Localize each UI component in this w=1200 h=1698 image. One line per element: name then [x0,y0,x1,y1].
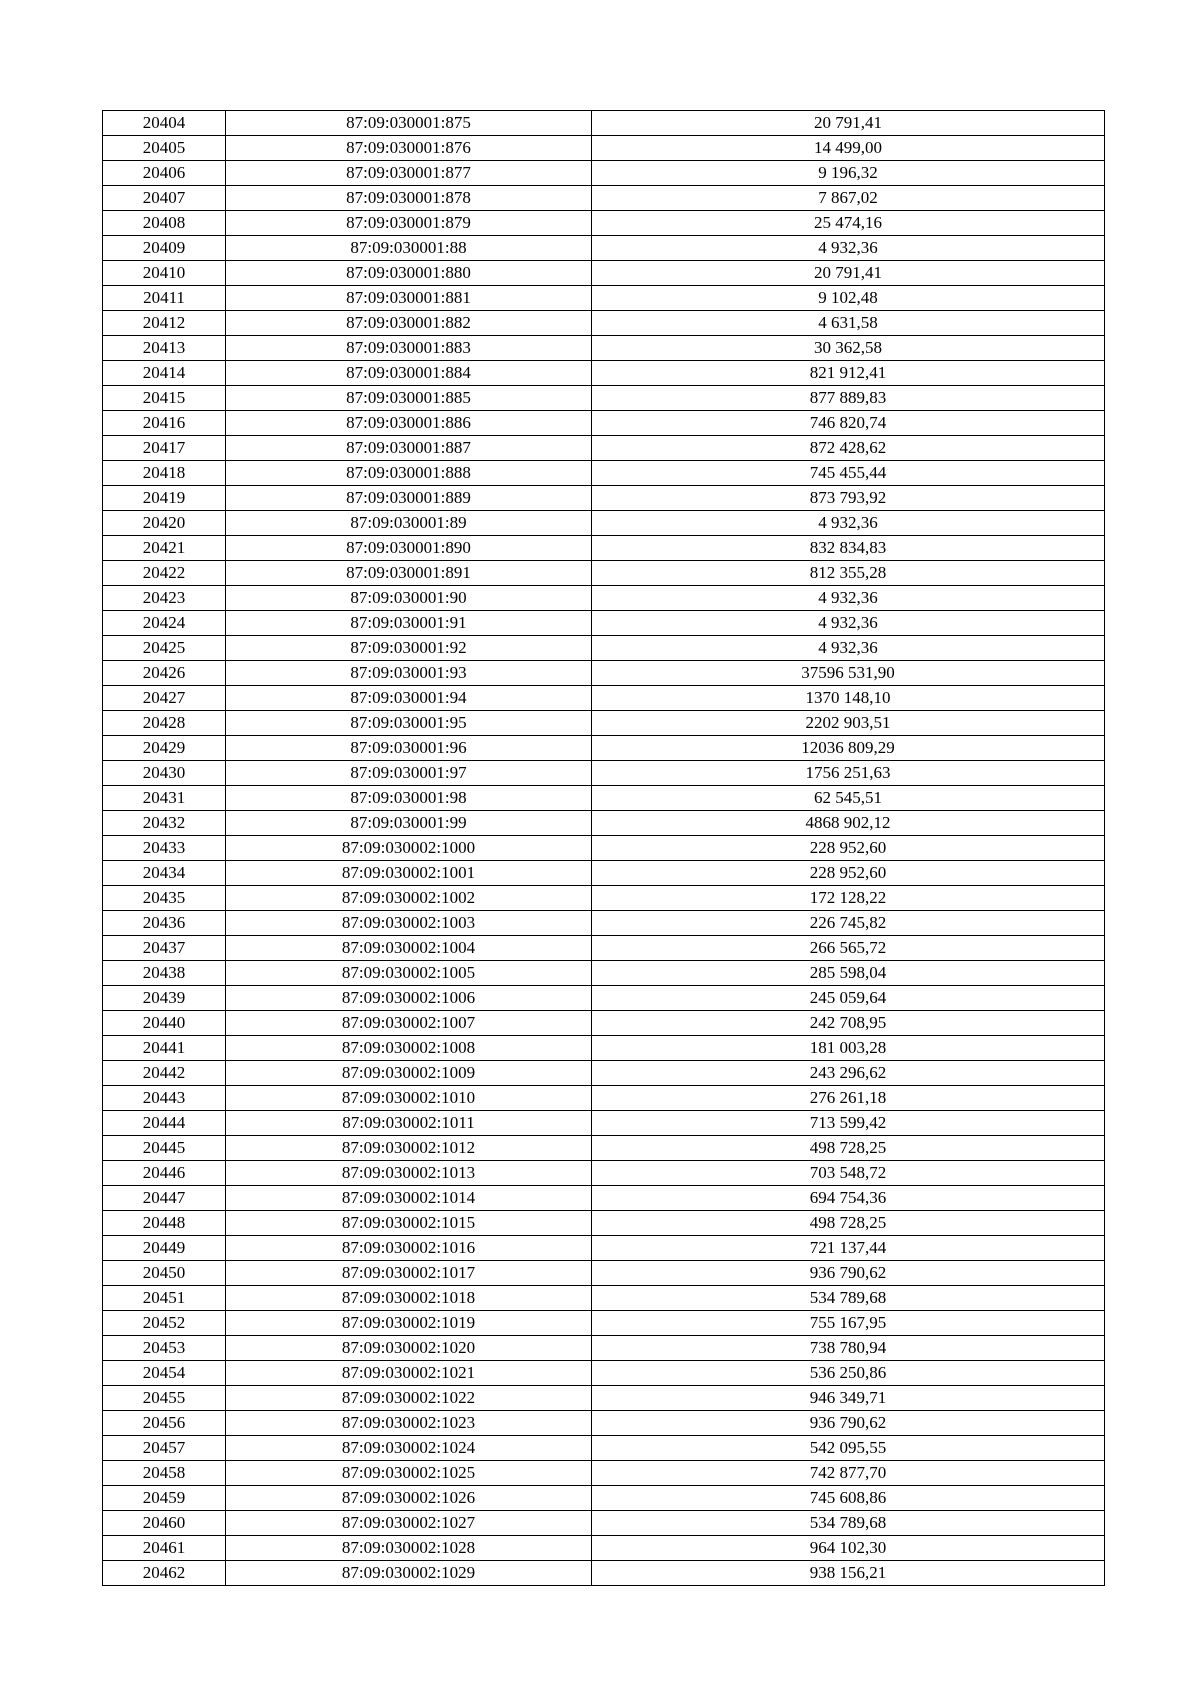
cadastral-number-cell: 87:09:030002:1007 [226,1011,592,1036]
cadastral-value-cell: 4 932,36 [592,586,1105,611]
table-row [103,1286,1105,1311]
row-number-cell: 20443 [103,1086,226,1111]
cadastral-number-cell: 87:09:030001:888 [226,461,592,486]
table-row [103,1386,1105,1411]
table-row [103,186,1105,211]
table-row [103,1536,1105,1561]
row-number-cell: 20448 [103,1211,226,1236]
row-number-cell: 20440 [103,1011,226,1036]
cadastral-number-cell: 87:09:030001:889 [226,486,592,511]
cadastral-number-cell: 87:09:030002:1027 [226,1511,592,1536]
table-row [103,936,1105,961]
cadastral-value-cell: 228 952,60 [592,836,1105,861]
row-number-cell: 20414 [103,361,226,386]
cadastral-value-cell: 9 196,32 [592,161,1105,186]
cadastral-value-cell: 873 793,92 [592,486,1105,511]
cadastral-number-cell: 87:09:030002:1020 [226,1336,592,1361]
cadastral-value-cell: 37596 531,90 [592,661,1105,686]
cadastral-number-cell: 87:09:030001:878 [226,186,592,211]
row-number-cell: 20412 [103,311,226,336]
cadastral-number-cell: 87:09:030002:1000 [226,836,592,861]
cadastral-number-cell: 87:09:030001:891 [226,561,592,586]
row-number-cell: 20431 [103,786,226,811]
row-number-cell: 20415 [103,386,226,411]
cadastral-number-cell: 87:09:030002:1003 [226,911,592,936]
row-number-cell: 20426 [103,661,226,686]
row-number-cell: 20455 [103,1386,226,1411]
cadastral-number-cell: 87:09:030002:1012 [226,1136,592,1161]
cadastral-number-cell: 87:09:030001:882 [226,311,592,336]
row-number-cell: 20434 [103,861,226,886]
row-number-cell: 20423 [103,586,226,611]
cadastral-value-cell: 745 608,86 [592,1486,1105,1511]
cadastral-value-cell: 821 912,41 [592,361,1105,386]
row-number-cell: 20422 [103,561,226,586]
row-number-cell: 20413 [103,336,226,361]
cadastral-value-cell: 226 745,82 [592,911,1105,936]
table-row [103,1011,1105,1036]
table-row [103,386,1105,411]
table-row [103,1411,1105,1436]
table-row [103,461,1105,486]
table-row [103,261,1105,286]
row-number-cell: 20428 [103,711,226,736]
cadastral-number-cell: 87:09:030002:1014 [226,1186,592,1211]
cadastral-value-cell: 534 789,68 [592,1511,1105,1536]
row-number-cell: 20404 [103,111,226,136]
row-number-cell: 20456 [103,1411,226,1436]
cadastral-number-cell: 87:09:030002:1018 [226,1286,592,1311]
row-number-cell: 20432 [103,811,226,836]
table-row [103,1186,1105,1211]
cadastral-number-cell: 87:09:030002:1029 [226,1561,592,1586]
row-number-cell: 20458 [103,1461,226,1486]
row-number-cell: 20427 [103,686,226,711]
cadastral-value-cell: 498 728,25 [592,1211,1105,1236]
row-number-cell: 20454 [103,1361,226,1386]
row-number-cell: 20438 [103,961,226,986]
cadastral-number-cell: 87:09:030001:875 [226,111,592,136]
table-row [103,1561,1105,1586]
cadastral-value-cell: 536 250,86 [592,1361,1105,1386]
row-number-cell: 20462 [103,1561,226,1586]
table-row [103,986,1105,1011]
row-number-cell: 20436 [103,911,226,936]
table-row [103,1236,1105,1261]
table-row [103,1261,1105,1286]
table-row [103,286,1105,311]
row-number-cell: 20416 [103,411,226,436]
cadastral-number-cell: 87:09:030002:1008 [226,1036,592,1061]
table-row [103,536,1105,561]
table-row [103,586,1105,611]
row-number-cell: 20429 [103,736,226,761]
row-number-cell: 20433 [103,836,226,861]
cadastral-number-cell: 87:09:030001:95 [226,711,592,736]
table-row [103,236,1105,261]
cadastral-value-cell: 4 932,36 [592,611,1105,636]
cadastral-value-cell: 245 059,64 [592,986,1105,1011]
cadastral-number-cell: 87:09:030002:1011 [226,1111,592,1136]
table-row [103,361,1105,386]
row-number-cell: 20435 [103,886,226,911]
row-number-cell: 20410 [103,261,226,286]
cadastral-number-cell: 87:09:030001:877 [226,161,592,186]
cadastral-number-cell: 87:09:030001:884 [226,361,592,386]
table-row [103,1036,1105,1061]
cadastral-value-cell: 2202 903,51 [592,711,1105,736]
table-row [103,636,1105,661]
row-number-cell: 20405 [103,136,226,161]
cadastral-number-cell: 87:09:030001:885 [226,386,592,411]
cadastral-number-cell: 87:09:030002:1021 [226,1361,592,1386]
cadastral-number-cell: 87:09:030001:883 [226,336,592,361]
cadastral-value-cell: 4868 902,12 [592,811,1105,836]
cadastral-number-cell: 87:09:030001:96 [226,736,592,761]
cadastral-number-cell: 87:09:030002:1019 [226,1311,592,1336]
cadastral-number-cell: 87:09:030002:1028 [226,1536,592,1561]
row-number-cell: 20441 [103,1036,226,1061]
row-number-cell: 20421 [103,536,226,561]
cadastral-number-cell: 87:09:030002:1025 [226,1461,592,1486]
table-row [103,1111,1105,1136]
table-row [103,1511,1105,1536]
cadastral-value-cell: 721 137,44 [592,1236,1105,1261]
cadastral-value-cell: 12036 809,29 [592,736,1105,761]
cadastral-value-cell: 877 889,83 [592,386,1105,411]
cadastral-value-cell: 755 167,95 [592,1311,1105,1336]
cadastral-value-cell: 713 599,42 [592,1111,1105,1136]
table-row [103,336,1105,361]
table-row [103,886,1105,911]
cadastral-value-cell: 285 598,04 [592,961,1105,986]
row-number-cell: 20430 [103,761,226,786]
row-number-cell: 20452 [103,1311,226,1336]
cadastral-value-cell: 4 932,36 [592,636,1105,661]
cadastral-number-cell: 87:09:030001:90 [226,586,592,611]
row-number-cell: 20442 [103,1061,226,1086]
row-number-cell: 20439 [103,986,226,1011]
cadastral-value-cell: 498 728,25 [592,1136,1105,1161]
row-number-cell: 20451 [103,1286,226,1311]
row-number-cell: 20445 [103,1136,226,1161]
cadastral-value-cell: 742 877,70 [592,1461,1105,1486]
table-row [103,1161,1105,1186]
cadastral-value-cell: 872 428,62 [592,436,1105,461]
cadastral-number-cell: 87:09:030001:881 [226,286,592,311]
cadastral-number-cell: 87:09:030001:880 [226,261,592,286]
cadastral-value-cell: 62 545,51 [592,786,1105,811]
cadastral-value-cell: 812 355,28 [592,561,1105,586]
cadastral-value-cell: 228 952,60 [592,861,1105,886]
table-row [103,211,1105,236]
row-number-cell: 20457 [103,1436,226,1461]
cadastral-number-cell: 87:09:030002:1016 [226,1236,592,1261]
cadastral-number-cell: 87:09:030001:887 [226,436,592,461]
cadastral-number-cell: 87:09:030002:1009 [226,1061,592,1086]
row-number-cell: 20407 [103,186,226,211]
cadastral-value-cell: 936 790,62 [592,1261,1105,1286]
row-number-cell: 20447 [103,1186,226,1211]
cadastral-number-cell: 87:09:030001:92 [226,636,592,661]
cadastral-value-cell: 542 095,55 [592,1436,1105,1461]
table-row [103,1311,1105,1336]
cadastral-value-cell: 20 791,41 [592,111,1105,136]
table-row [103,761,1105,786]
table-row [103,686,1105,711]
table-row [103,811,1105,836]
row-number-cell: 20419 [103,486,226,511]
cadastral-number-cell: 87:09:030002:1010 [226,1086,592,1111]
table-row [103,861,1105,886]
cadastral-value-cell: 738 780,94 [592,1336,1105,1361]
table-row [103,1361,1105,1386]
row-number-cell: 20459 [103,1486,226,1511]
table-row [103,1336,1105,1361]
row-number-cell: 20406 [103,161,226,186]
cadastral-number-cell: 87:09:030001:890 [226,536,592,561]
cadastral-value-cell: 694 754,36 [592,1186,1105,1211]
row-number-cell: 20424 [103,611,226,636]
cadastral-number-cell: 87:09:030001:94 [226,686,592,711]
table-row [103,1461,1105,1486]
cadastral-value-cell: 266 565,72 [592,936,1105,961]
row-number-cell: 20450 [103,1261,226,1286]
row-number-cell: 20420 [103,511,226,536]
row-number-cell: 20449 [103,1236,226,1261]
cadastral-value-cell: 4 932,36 [592,236,1105,261]
cadastral-value-cell: 1756 251,63 [592,761,1105,786]
table-row [103,1211,1105,1236]
table-row [103,611,1105,636]
table-row [103,161,1105,186]
row-number-cell: 20453 [103,1336,226,1361]
table-row [103,961,1105,986]
cadastral-value-cell: 4 631,58 [592,311,1105,336]
cadastral-number-cell: 87:09:030001:99 [226,811,592,836]
cadastral-value-cell: 172 128,22 [592,886,1105,911]
cadastral-value-cell: 964 102,30 [592,1536,1105,1561]
table-row [103,311,1105,336]
cadastral-value-cell: 1370 148,10 [592,686,1105,711]
cadastral-number-cell: 87:09:030002:1024 [226,1436,592,1461]
cadastral-value-cell: 745 455,44 [592,461,1105,486]
cadastral-value-cell: 20 791,41 [592,261,1105,286]
table-row [103,1086,1105,1111]
row-number-cell: 20446 [103,1161,226,1186]
table-row [103,561,1105,586]
table-body [103,111,1105,1586]
cadastral-value-cell: 703 548,72 [592,1161,1105,1186]
cadastral-number-cell: 87:09:030001:89 [226,511,592,536]
cadastral-number-cell: 87:09:030002:1023 [226,1411,592,1436]
row-number-cell: 20417 [103,436,226,461]
cadastral-value-cell: 936 790,62 [592,1411,1105,1436]
row-number-cell: 20418 [103,461,226,486]
table-row [103,111,1105,136]
cadastral-value-cell: 832 834,83 [592,536,1105,561]
table-row [103,711,1105,736]
cadastral-number-cell: 87:09:030001:98 [226,786,592,811]
cadastral-value-table [102,110,1105,1586]
cadastral-number-cell: 87:09:030002:1017 [226,1261,592,1286]
cadastral-value-cell: 7 867,02 [592,186,1105,211]
cadastral-number-cell: 87:09:030001:876 [226,136,592,161]
cadastral-value-cell: 30 362,58 [592,336,1105,361]
row-number-cell: 20437 [103,936,226,961]
cadastral-number-cell: 87:09:030002:1015 [226,1211,592,1236]
cadastral-number-cell: 87:09:030001:879 [226,211,592,236]
cadastral-value-cell: 9 102,48 [592,286,1105,311]
cadastral-number-cell: 87:09:030002:1022 [226,1386,592,1411]
row-number-cell: 20461 [103,1536,226,1561]
row-number-cell: 20408 [103,211,226,236]
row-number-cell: 20425 [103,636,226,661]
cadastral-number-cell: 87:09:030001:91 [226,611,592,636]
table-row [103,786,1105,811]
table-row [103,1136,1105,1161]
cadastral-number-cell: 87:09:030002:1026 [226,1486,592,1511]
row-number-cell: 20444 [103,1111,226,1136]
cadastral-number-cell: 87:09:030002:1013 [226,1161,592,1186]
table-row [103,436,1105,461]
cadastral-value-cell: 243 296,62 [592,1061,1105,1086]
table-row [103,511,1105,536]
table-row [103,911,1105,936]
cadastral-number-cell: 87:09:030002:1001 [226,861,592,886]
cadastral-number-cell: 87:09:030002:1004 [226,936,592,961]
table-row [103,411,1105,436]
cadastral-number-cell: 87:09:030001:88 [226,236,592,261]
table-row [103,136,1105,161]
cadastral-value-cell: 946 349,71 [592,1386,1105,1411]
cadastral-value-cell: 181 003,28 [592,1036,1105,1061]
cadastral-value-cell: 4 932,36 [592,511,1105,536]
cadastral-value-cell: 242 708,95 [592,1011,1105,1036]
cadastral-value-cell: 276 261,18 [592,1086,1105,1111]
cadastral-value-cell: 534 789,68 [592,1286,1105,1311]
cadastral-value-cell: 25 474,16 [592,211,1105,236]
cadastral-value-cell: 938 156,21 [592,1561,1105,1586]
cadastral-number-cell: 87:09:030001:97 [226,761,592,786]
table-row [103,1486,1105,1511]
table-row [103,736,1105,761]
cadastral-number-cell: 87:09:030001:886 [226,411,592,436]
cadastral-value-cell: 746 820,74 [592,411,1105,436]
table-row [103,1061,1105,1086]
cadastral-number-cell: 87:09:030002:1002 [226,886,592,911]
table-row [103,1436,1105,1461]
cadastral-number-cell: 87:09:030001:93 [226,661,592,686]
table-row [103,486,1105,511]
cadastral-number-cell: 87:09:030002:1005 [226,961,592,986]
cadastral-value-cell: 14 499,00 [592,136,1105,161]
row-number-cell: 20409 [103,236,226,261]
table-row [103,836,1105,861]
row-number-cell: 20460 [103,1511,226,1536]
table-row [103,661,1105,686]
row-number-cell: 20411 [103,286,226,311]
cadastral-number-cell: 87:09:030002:1006 [226,986,592,1011]
